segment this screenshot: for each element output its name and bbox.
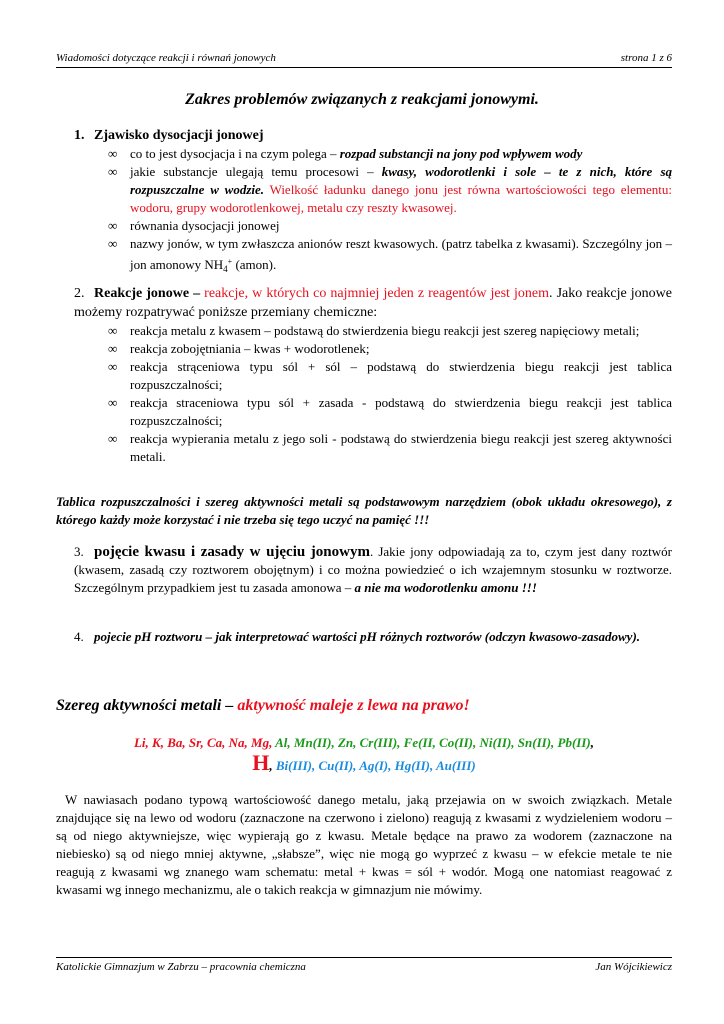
bullet-icon: ∞ — [108, 431, 118, 446]
section-1 — [56, 126, 672, 278]
list-item: ∞ jakie substancje ulegają temu procesowi – kwasy, wodorotlenki i sole – te z nich, które są rozpuszczalne w wodzie. Wielkość ładunku danego jonu jest równa wartościowości tego elementu: wodoru, grupy wodorotlenkowej, metalu czy reszty kwasowej. — [108, 164, 673, 215]
page-title: Zakres problemów związanych z reakcjami jonowymi. — [185, 91, 539, 108]
section-2-list — [56, 322, 672, 466]
section-4-text: pojecie pH roztworu – jak interpretować wartości pH różnych roztworów (odczyn kwasowo-zasadowy). — [94, 629, 641, 644]
page-footer — [56, 957, 672, 973]
section-3: 3. pojęcie kwasu i zasady w ujęciu jonowym. Jakie jony odpowiadają za to, czym jest dany roztwór (kwasem, zasadą czy roztworem obojętnym) i co można powiedzieć o ich wzajemnym stosunku w roztworze. Szczególnym przypadkiem jest tu zasada amonowa – a nie ma wodorotlenku amonu !!! — [74, 544, 672, 595]
metals-green: Al, Mn(II), Zn, Cr(III), Fe(II, Co(II), Ni(II), Sn(II), Pb(II) — [272, 735, 591, 750]
bullet-icon: ∞ — [108, 359, 118, 374]
metals-line-1: Li, K, Ba, Sr, Ca, Na, Mg, Al, Mn(II), Zn, Cr(III), Fe(II, Co(II), Ni(II), Sn(II), Pb(II), — [133, 735, 594, 750]
bullet-icon: ∞ — [108, 146, 118, 161]
important-note: Tablica rozpuszczalności i szereg aktywności metali są podstawowym narzędziem (obok układu okresowego), z którego każdy może korzystać i nie trzeba się tego uczyć na pamięć !!! — [56, 494, 672, 527]
list-item: ∞ co to jest dysocjacja i na czym polega – rozpad substancji na jony pod wpływem wody — [108, 146, 583, 161]
hydrogen-symbol: H — [252, 750, 270, 775]
page-header — [56, 52, 672, 68]
bullet-icon: ∞ — [108, 341, 118, 356]
bullet-icon: ∞ — [108, 164, 118, 179]
metals-red: Li, K, Ba, Sr, Ca, Na, Mg, — [133, 735, 273, 750]
series-title: Szereg aktywności metali – aktywność maleje z lewa na prawo! — [56, 697, 470, 714]
bullet-icon: ∞ — [108, 236, 118, 251]
section-2 — [56, 284, 672, 466]
metal-activity-series — [56, 733, 672, 776]
bullet-icon: ∞ — [108, 395, 118, 410]
section-1-heading: 1. Zjawisko dysocjacji jonowej — [74, 128, 264, 143]
section-4: 4. pojecie pH roztworu – jak interpretować wartości pH różnych roztworów (odczyn kwasowo-zasadowy). — [74, 629, 641, 644]
footer-left: Katolickie Gimnazjum w Zabrzu – pracownia chemiczna — [56, 961, 306, 973]
header-left: Wiadomości dotyczące reakcji i równań jonowych — [56, 52, 276, 64]
list-item: ∞ reakcja metalu z kwasem – podstawą do stwierdzenia biegu reakcji jest szereg napięciowy metali; — [108, 323, 640, 338]
list-item: ∞ reakcja strąceniowa typu sól + sól – podstawą do stwierdzenia biegu reakcji jest tablica rozpuszczalności; — [108, 359, 672, 392]
list-item: ∞ reakcja straceniowa typu sól + zasada - podstawą do stwierdzenia biegu reakcji jest tablica rozpuszczalności; — [108, 395, 672, 428]
metals-line-2: H, Bi(III), Cu(II), Ag(I), Hg(II), Au(III) — [252, 750, 476, 775]
list-item: ∞ nazwy jonów, w tym zwłaszcza anionów reszt kwasowych. (patrz tabelka z kwasami). Szczególny jon – jon amonowy $NH_4^+$ (amon). — [108, 236, 672, 274]
explanation-paragraph: W nawiasach podano typową wartościowość danego metalu, jaką przejawia on w swoich związkach. Metale znajdujące się na lewo od wodoru (zaznaczone na czerwono i zielono) reagują z kwasami z wydzieleniem wodoru – są od niego aktywniejsze, więc wypierają go z kwasu. Metale będące na prawo za wodorem (zaznaczone na niebiesko) są od niego mniej aktywne, „słabsze”, więc nie mogą go wyprzeć z kwasu – w efekcie metale te nie reagują z kwasami wg znanego wam schematu: metal + kwas = sól + wodór. Mogą one natomiast reagować z kwasami wg innego mechanizmu, ale o takich reakcja w gimnazjum nie mówimy. — [56, 792, 672, 897]
section-3-heading: pojęcie kwasu i zasady w ujęciu jonowym — [94, 544, 370, 560]
section-1-list — [56, 145, 672, 278]
list-item: ∞ równania dysocjacji jonowej — [108, 218, 280, 233]
bullet-icon: ∞ — [108, 218, 118, 233]
metals-blue: Bi(III), Cu(II), Ag(I), Hg(II), Au(III) — [272, 758, 476, 773]
list-item: ∞ reakcja wypierania metalu z jego soli - podstawą do stwierdzenia biegu reakcji jest szereg aktywności metali. — [108, 431, 672, 464]
header-right: strona 1 z 6 — [620, 52, 672, 64]
footer-right: Jan Wójcikiewicz — [595, 961, 672, 973]
list-item: ∞ reakcja zobojętniania – kwas + wodorotlenek; — [108, 341, 370, 356]
section-2-heading: 2. Reakcje jonowe – reakcje, w których co najmniej jeden z reagentów jest jonem. Jako reakcje jonowe możemy rozpatrywać poniższe przemiany chemiczne: — [74, 286, 672, 320]
bullet-icon: ∞ — [108, 323, 118, 338]
